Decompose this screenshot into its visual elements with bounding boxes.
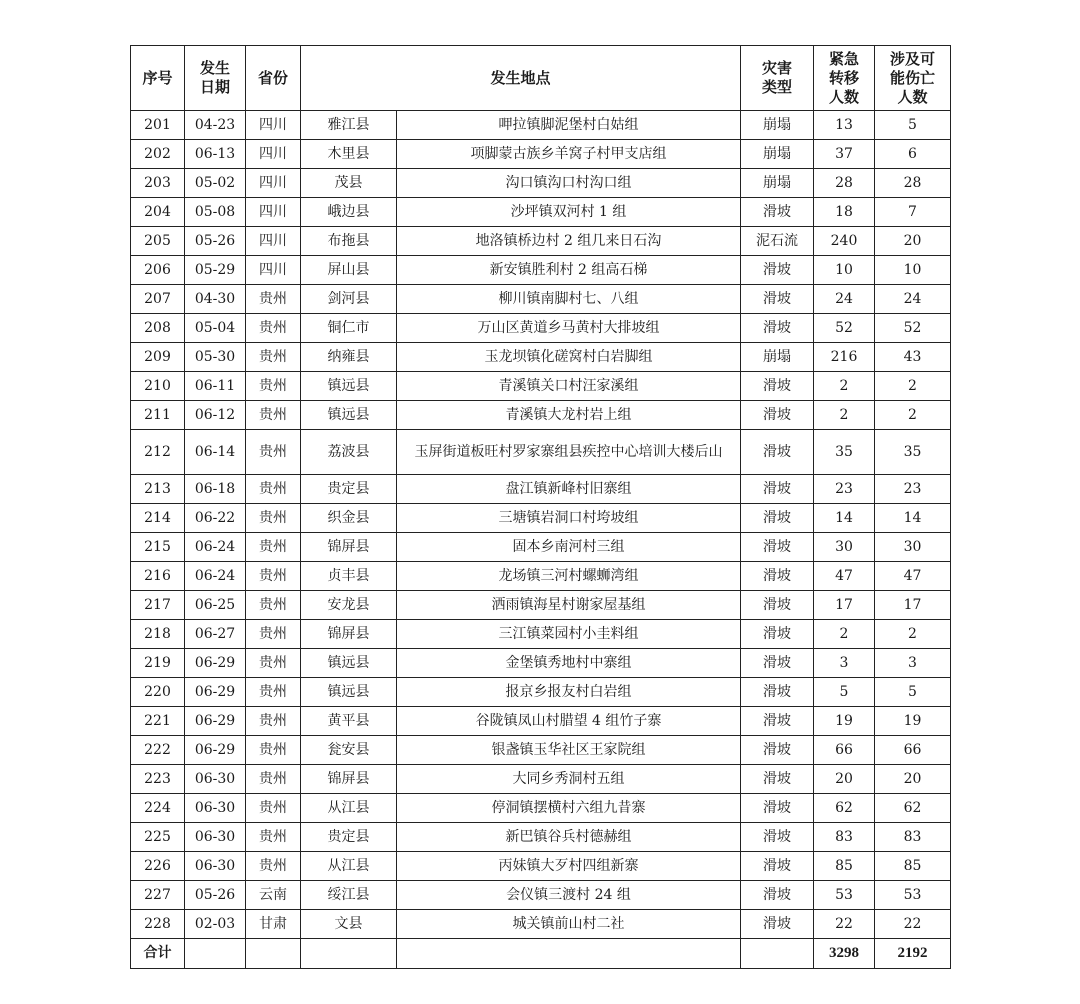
row-type: 滑坡 <box>741 678 814 707</box>
row-province: 贵州 <box>246 707 301 736</box>
total-label: 合计 <box>131 939 185 969</box>
row-evacuated: 10 <box>814 256 875 285</box>
row-date: 06-29 <box>185 707 246 736</box>
row-casualties: 3 <box>875 649 951 678</box>
row-casualties: 35 <box>875 430 951 475</box>
row-no: 217 <box>131 591 185 620</box>
row-county: 铜仁市 <box>301 314 397 343</box>
row-place: 青溪镇大龙村岩上组 <box>397 401 741 430</box>
row-casualties: 66 <box>875 736 951 765</box>
row-province: 贵州 <box>246 430 301 475</box>
row-date: 06-12 <box>185 401 246 430</box>
row-casualties: 28 <box>875 169 951 198</box>
table-row <box>131 401 951 430</box>
row-date: 06-25 <box>185 591 246 620</box>
table-row <box>131 678 951 707</box>
row-no: 201 <box>131 111 185 140</box>
row-date: 06-11 <box>185 372 246 401</box>
table-row <box>131 620 951 649</box>
row-date: 06-18 <box>185 475 246 504</box>
row-casualties: 85 <box>875 852 951 881</box>
row-type: 崩塌 <box>741 140 814 169</box>
table-row <box>131 140 951 169</box>
row-county: 荔波县 <box>301 430 397 475</box>
row-date: 06-24 <box>185 533 246 562</box>
row-type: 滑坡 <box>741 910 814 939</box>
row-casualties: 2 <box>875 620 951 649</box>
table-row <box>131 343 951 372</box>
row-place: 银盏镇玉华社区王家院组 <box>397 736 741 765</box>
row-place: 沙坪镇双河村 1 组 <box>397 198 741 227</box>
row-place: 三塘镇岩洞口村垮坡组 <box>397 504 741 533</box>
row-type: 崩塌 <box>741 111 814 140</box>
row-place: 会仪镇三渡村 24 组 <box>397 881 741 910</box>
row-evacuated: 47 <box>814 562 875 591</box>
row-evacuated: 216 <box>814 343 875 372</box>
row-evacuated: 19 <box>814 707 875 736</box>
row-type: 滑坡 <box>741 562 814 591</box>
row-type: 滑坡 <box>741 256 814 285</box>
row-place: 大同乡秀洞村五组 <box>397 765 741 794</box>
row-type: 泥石流 <box>741 227 814 256</box>
row-county: 镇远县 <box>301 372 397 401</box>
row-place: 金堡镇秀地村中寨组 <box>397 649 741 678</box>
table-row <box>131 591 951 620</box>
row-evacuated: 22 <box>814 910 875 939</box>
row-casualties: 5 <box>875 111 951 140</box>
row-no: 207 <box>131 285 185 314</box>
row-casualties: 30 <box>875 533 951 562</box>
row-type: 滑坡 <box>741 765 814 794</box>
row-place: 固本乡南河村三组 <box>397 533 741 562</box>
row-place: 新安镇胜利村 2 组高石梯 <box>397 256 741 285</box>
table-row <box>131 736 951 765</box>
row-place: 洒雨镇海星村谢家屋基组 <box>397 591 741 620</box>
row-no: 202 <box>131 140 185 169</box>
row-date: 05-02 <box>185 169 246 198</box>
table-row <box>131 910 951 939</box>
row-evacuated: 3 <box>814 649 875 678</box>
row-province: 贵州 <box>246 562 301 591</box>
row-place: 玉屏街道板旺村罗家寨组县疾控中心培训大楼后山 <box>397 430 741 475</box>
row-casualties: 24 <box>875 285 951 314</box>
total-row <box>131 939 951 969</box>
row-date: 05-26 <box>185 227 246 256</box>
row-no: 221 <box>131 707 185 736</box>
row-type: 滑坡 <box>741 533 814 562</box>
header-casualties: 涉及可 能伤亡 人数 <box>875 46 951 111</box>
row-type: 崩塌 <box>741 169 814 198</box>
row-evacuated: 240 <box>814 227 875 256</box>
table-row <box>131 314 951 343</box>
row-province: 甘肃 <box>246 910 301 939</box>
row-place: 丙妹镇大歹村四组新寨 <box>397 852 741 881</box>
row-evacuated: 37 <box>814 140 875 169</box>
row-type: 滑坡 <box>741 285 814 314</box>
row-province: 贵州 <box>246 285 301 314</box>
row-date: 05-04 <box>185 314 246 343</box>
row-date: 05-08 <box>185 198 246 227</box>
row-no: 219 <box>131 649 185 678</box>
row-casualties: 2 <box>875 372 951 401</box>
table-row <box>131 430 951 475</box>
table-row <box>131 881 951 910</box>
row-province: 贵州 <box>246 533 301 562</box>
row-date: 06-29 <box>185 649 246 678</box>
row-county: 屏山县 <box>301 256 397 285</box>
total-empty-place <box>397 939 741 969</box>
row-date: 06-30 <box>185 765 246 794</box>
row-no: 208 <box>131 314 185 343</box>
row-county: 木里县 <box>301 140 397 169</box>
row-type: 滑坡 <box>741 198 814 227</box>
row-no: 204 <box>131 198 185 227</box>
table-row <box>131 649 951 678</box>
row-date: 06-22 <box>185 504 246 533</box>
row-casualties: 52 <box>875 314 951 343</box>
header-evacuated: 紧急 转移 人数 <box>814 46 875 111</box>
row-province: 四川 <box>246 227 301 256</box>
row-evacuated: 2 <box>814 372 875 401</box>
row-type: 滑坡 <box>741 591 814 620</box>
row-evacuated: 24 <box>814 285 875 314</box>
row-no: 214 <box>131 504 185 533</box>
row-no: 222 <box>131 736 185 765</box>
row-province: 贵州 <box>246 314 301 343</box>
row-province: 四川 <box>246 169 301 198</box>
row-date: 06-29 <box>185 678 246 707</box>
row-province: 四川 <box>246 198 301 227</box>
row-date: 06-14 <box>185 430 246 475</box>
row-county: 瓮安县 <box>301 736 397 765</box>
row-county: 峨边县 <box>301 198 397 227</box>
row-province: 贵州 <box>246 823 301 852</box>
row-casualties: 17 <box>875 591 951 620</box>
row-county: 文县 <box>301 910 397 939</box>
row-no: 226 <box>131 852 185 881</box>
row-county: 镇远县 <box>301 649 397 678</box>
row-casualties: 14 <box>875 504 951 533</box>
row-casualties: 10 <box>875 256 951 285</box>
row-county: 镇远县 <box>301 678 397 707</box>
table-row <box>131 852 951 881</box>
row-evacuated: 2 <box>814 620 875 649</box>
table-row <box>131 372 951 401</box>
row-county: 从江县 <box>301 852 397 881</box>
row-place: 项脚蒙古族乡羊窝子村甲支店组 <box>397 140 741 169</box>
header-type: 灾害 类型 <box>741 46 814 111</box>
header-no: 序号 <box>131 46 185 111</box>
row-province: 贵州 <box>246 504 301 533</box>
row-province: 贵州 <box>246 649 301 678</box>
row-type: 滑坡 <box>741 401 814 430</box>
row-no: 227 <box>131 881 185 910</box>
header-row <box>131 46 951 111</box>
row-county: 镇远县 <box>301 401 397 430</box>
row-no: 215 <box>131 533 185 562</box>
row-casualties: 23 <box>875 475 951 504</box>
row-county: 贵定县 <box>301 475 397 504</box>
row-casualties: 19 <box>875 707 951 736</box>
row-date: 06-29 <box>185 736 246 765</box>
row-date: 05-26 <box>185 881 246 910</box>
row-province: 贵州 <box>246 401 301 430</box>
row-casualties: 47 <box>875 562 951 591</box>
row-evacuated: 53 <box>814 881 875 910</box>
row-casualties: 53 <box>875 881 951 910</box>
row-casualties: 62 <box>875 794 951 823</box>
row-province: 贵州 <box>246 765 301 794</box>
row-no: 203 <box>131 169 185 198</box>
row-date: 06-30 <box>185 823 246 852</box>
row-county: 安龙县 <box>301 591 397 620</box>
row-evacuated: 13 <box>814 111 875 140</box>
table-row <box>131 823 951 852</box>
row-place: 万山区黄道乡马黄村大排坡组 <box>397 314 741 343</box>
row-no: 224 <box>131 794 185 823</box>
row-county: 纳雍县 <box>301 343 397 372</box>
row-province: 贵州 <box>246 475 301 504</box>
table-row <box>131 475 951 504</box>
row-evacuated: 18 <box>814 198 875 227</box>
row-casualties: 22 <box>875 910 951 939</box>
row-province: 贵州 <box>246 591 301 620</box>
row-county: 剑河县 <box>301 285 397 314</box>
row-evacuated: 17 <box>814 591 875 620</box>
row-place: 新巴镇谷兵村德赫组 <box>397 823 741 852</box>
row-evacuated: 30 <box>814 533 875 562</box>
table-row <box>131 504 951 533</box>
row-type: 滑坡 <box>741 620 814 649</box>
row-evacuated: 35 <box>814 430 875 475</box>
row-evacuated: 62 <box>814 794 875 823</box>
table-row <box>131 111 951 140</box>
row-type: 滑坡 <box>741 881 814 910</box>
row-province: 四川 <box>246 140 301 169</box>
row-no: 209 <box>131 343 185 372</box>
row-province: 四川 <box>246 111 301 140</box>
row-date: 04-30 <box>185 285 246 314</box>
row-date: 06-13 <box>185 140 246 169</box>
row-evacuated: 83 <box>814 823 875 852</box>
table-row <box>131 198 951 227</box>
row-place: 呷拉镇脚泥堡村白姑组 <box>397 111 741 140</box>
row-type: 滑坡 <box>741 736 814 765</box>
row-no: 210 <box>131 372 185 401</box>
row-evacuated: 52 <box>814 314 875 343</box>
row-no: 211 <box>131 401 185 430</box>
row-province: 贵州 <box>246 620 301 649</box>
row-type: 滑坡 <box>741 430 814 475</box>
row-date: 04-23 <box>185 111 246 140</box>
row-county: 锦屏县 <box>301 765 397 794</box>
row-type: 滑坡 <box>741 823 814 852</box>
row-date: 02-03 <box>185 910 246 939</box>
row-casualties: 6 <box>875 140 951 169</box>
row-date: 05-30 <box>185 343 246 372</box>
row-evacuated: 2 <box>814 401 875 430</box>
row-casualties: 20 <box>875 227 951 256</box>
row-evacuated: 85 <box>814 852 875 881</box>
row-evacuated: 23 <box>814 475 875 504</box>
row-place: 停洞镇摆横村六组九昔寨 <box>397 794 741 823</box>
row-evacuated: 20 <box>814 765 875 794</box>
row-place: 龙场镇三河村螺蛳湾组 <box>397 562 741 591</box>
row-county: 茂县 <box>301 169 397 198</box>
row-type: 滑坡 <box>741 852 814 881</box>
row-type: 滑坡 <box>741 475 814 504</box>
row-place: 沟口镇沟口村沟口组 <box>397 169 741 198</box>
row-date: 06-30 <box>185 852 246 881</box>
table-row <box>131 169 951 198</box>
row-province: 贵州 <box>246 736 301 765</box>
row-date: 05-29 <box>185 256 246 285</box>
row-no: 206 <box>131 256 185 285</box>
row-county: 锦屏县 <box>301 620 397 649</box>
row-county: 贵定县 <box>301 823 397 852</box>
table-row <box>131 562 951 591</box>
row-evacuated: 66 <box>814 736 875 765</box>
row-place: 柳川镇南脚村七、八组 <box>397 285 741 314</box>
row-no: 225 <box>131 823 185 852</box>
row-type: 滑坡 <box>741 707 814 736</box>
row-type: 滑坡 <box>741 372 814 401</box>
row-date: 06-30 <box>185 794 246 823</box>
total-evacuated: 3298 <box>814 939 875 969</box>
row-casualties: 2 <box>875 401 951 430</box>
row-no: 205 <box>131 227 185 256</box>
row-no: 212 <box>131 430 185 475</box>
row-casualties: 7 <box>875 198 951 227</box>
row-province: 四川 <box>246 256 301 285</box>
row-type: 崩塌 <box>741 343 814 372</box>
row-county: 织金县 <box>301 504 397 533</box>
row-place: 地洛镇桥边村 2 组几来日石沟 <box>397 227 741 256</box>
total-empty-date <box>185 939 246 969</box>
table-row <box>131 533 951 562</box>
row-province: 贵州 <box>246 343 301 372</box>
row-date: 06-27 <box>185 620 246 649</box>
row-place: 谷陇镇凤山村腊望 4 组竹子寨 <box>397 707 741 736</box>
row-place: 城关镇前山村二社 <box>397 910 741 939</box>
row-place: 盘江镇新峰村旧寨组 <box>397 475 741 504</box>
row-no: 213 <box>131 475 185 504</box>
row-province: 贵州 <box>246 794 301 823</box>
total-empty-province <box>246 939 301 969</box>
row-county: 贞丰县 <box>301 562 397 591</box>
row-casualties: 43 <box>875 343 951 372</box>
row-county: 绥江县 <box>301 881 397 910</box>
row-province: 贵州 <box>246 372 301 401</box>
total-empty-type <box>741 939 814 969</box>
table-row <box>131 227 951 256</box>
row-type: 滑坡 <box>741 649 814 678</box>
table-row <box>131 285 951 314</box>
row-province: 贵州 <box>246 852 301 881</box>
row-evacuated: 5 <box>814 678 875 707</box>
row-county: 布拖县 <box>301 227 397 256</box>
header-location: 发生地点 <box>301 46 741 111</box>
total-casualties: 2192 <box>875 939 951 969</box>
row-casualties: 20 <box>875 765 951 794</box>
row-province: 云南 <box>246 881 301 910</box>
row-evacuated: 28 <box>814 169 875 198</box>
row-province: 贵州 <box>246 678 301 707</box>
row-date: 06-24 <box>185 562 246 591</box>
row-type: 滑坡 <box>741 314 814 343</box>
table-body <box>131 111 951 939</box>
table-row <box>131 707 951 736</box>
row-county: 黄平县 <box>301 707 397 736</box>
row-county: 从江县 <box>301 794 397 823</box>
row-place: 报京乡报友村白岩组 <box>397 678 741 707</box>
row-no: 216 <box>131 562 185 591</box>
row-evacuated: 14 <box>814 504 875 533</box>
table-row <box>131 765 951 794</box>
row-type: 滑坡 <box>741 794 814 823</box>
total-empty-county <box>301 939 397 969</box>
header-province: 省份 <box>246 46 301 111</box>
row-county: 雅江县 <box>301 111 397 140</box>
row-no: 220 <box>131 678 185 707</box>
row-casualties: 5 <box>875 678 951 707</box>
row-no: 228 <box>131 910 185 939</box>
row-place: 玉龙坝镇化磋窝村白岩脚组 <box>397 343 741 372</box>
row-county: 锦屏县 <box>301 533 397 562</box>
table-row <box>131 256 951 285</box>
row-type: 滑坡 <box>741 504 814 533</box>
header-date: 发生 日期 <box>185 46 246 111</box>
row-place: 三江镇菜园村小圭料组 <box>397 620 741 649</box>
row-no: 218 <box>131 620 185 649</box>
table-row <box>131 794 951 823</box>
row-place: 青溪镇关口村汪家溪组 <box>397 372 741 401</box>
disaster-table <box>130 45 951 969</box>
row-casualties: 83 <box>875 823 951 852</box>
row-no: 223 <box>131 765 185 794</box>
